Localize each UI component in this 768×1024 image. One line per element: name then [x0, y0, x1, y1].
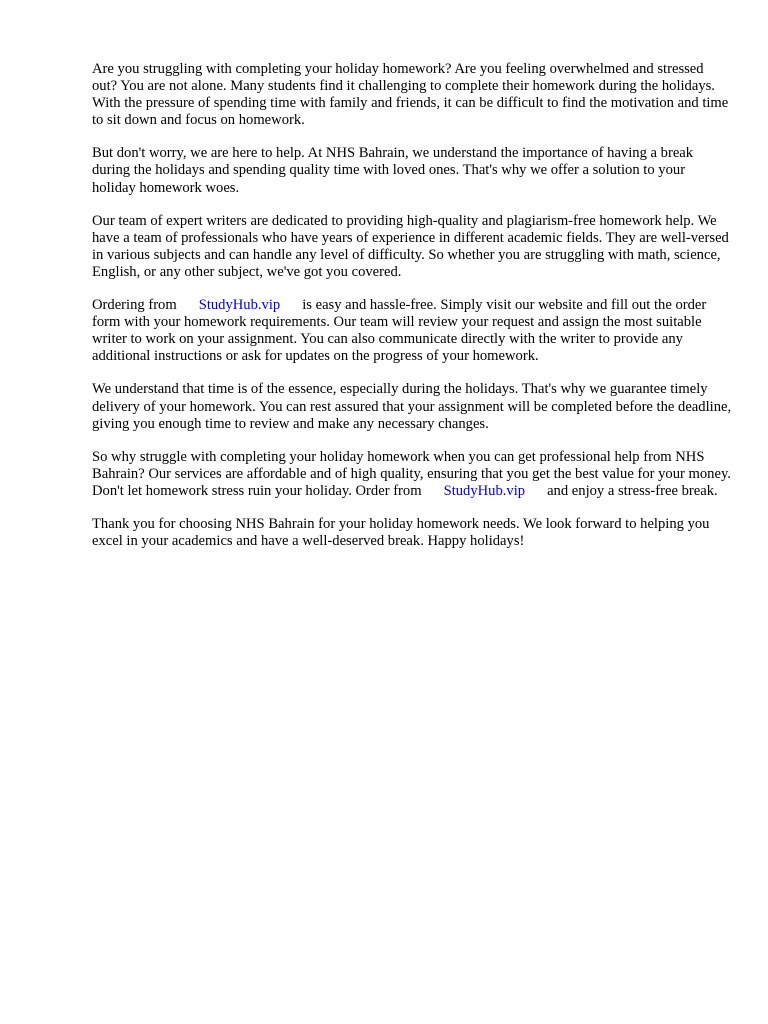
paragraph-ordering	[92, 297, 732, 365]
ordering-text-after: is easy and hassle-free. Simply visit our website and fill out the order form with your homework requirements. Our team will review your request and assign the most suitable writer to work on your assignment. You can also communicate directly with the writer to provide any additional instructions or ask for updates on the progress of your homework.	[92, 297, 707, 365]
document-body	[92, 61, 732, 566]
studyhub-link-ordering[interactable]: StudyHub.vip	[198, 297, 281, 314]
paragraph-team: Our team of expert writers are dedicated to providing high-quality and plagiarism-free homework help. We have a team of professionals who have years of experience in different academic fields. They are well-versed in various subjects and can handle any level of difficulty. So whether you are struggling with math, science, English, or any other subject, we've got you covered.	[92, 212, 729, 280]
studyhub-link-cta[interactable]: StudyHub.vip	[443, 482, 526, 499]
paragraph-intro: Are you struggling with completing your holiday homework? Are you feeling overwhelmed and stressed out? You are not alone. Many students find it challenging to complete their homework during the holidays. With the pressure of spending time with family and friends, it can be difficult to find the motivation and time to sit down and focus on homework.	[92, 61, 729, 129]
paragraph-thanks: Thank you for choosing NHS Bahrain for your holiday homework needs. We look forward to helping you excel in your academics and have a well-deserved break. Happy holidays!	[92, 515, 710, 550]
paragraph-reassurance: But don't worry, we are here to help. At NHS Bahrain, we understand the importance of having a break during the holidays and spending quality time with loved ones. That's why we offer a solution to your holiday homework woes.	[92, 145, 694, 196]
ordering-text-before: Ordering from	[92, 297, 177, 314]
cta-text-after: and enjoy a stress-free break.	[547, 482, 718, 499]
paragraph-delivery: We understand that time is of the essence, especially during the holidays. That's why we guarantee timely delivery of your homework. You can rest assured that your assignment will be completed before the deadline, giving you enough time to review and make any necessary changes.	[92, 381, 732, 432]
cta-text-before: So why struggle with completing your holiday homework when you can get professional help from NHS Bahrain? Our services are affordable and of high quality, ensuring that you get the best value for your money. Don't let homework stress ruin your holiday. Order from	[92, 448, 731, 499]
paragraph-call-to-action	[92, 449, 732, 500]
